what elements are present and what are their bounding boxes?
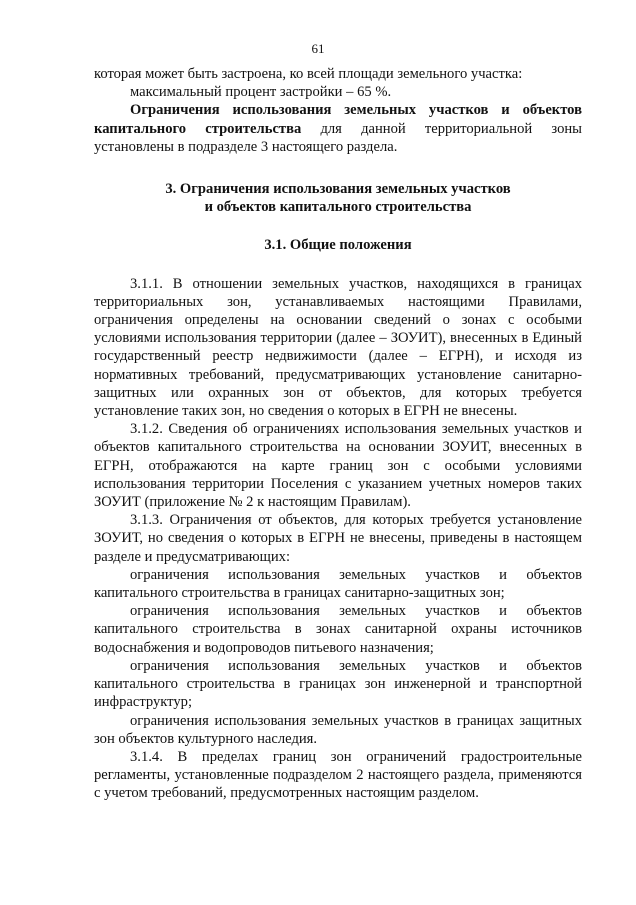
list-item: ограничения использования земельных участков и объектов капитального строительства в границах санитарно-защитных зон; [94, 566, 582, 602]
section-heading-line-1: 3. Ограничения использования земельных участков [165, 181, 511, 198]
document-body [94, 65, 582, 803]
paragraph-3-1-4: 3.1.4. В пределах границ зон ограничений градостроительные регламенты, установленные подразделом 2 настоящего раздела, применяются с учетом требований, предусмотренных настоящим разделом. [94, 748, 582, 802]
section-heading [94, 180, 582, 216]
section-heading-line-2: и объектов капитального строительства [204, 199, 472, 216]
paragraph-3-1-2: 3.1.2. Сведения об ограничениях использования земельных участков и объектов капитального строительства на основании ЗОУИТ, внесенных в ЕГРН, отображаются на карте границ зон с особыми условиями использования территории Поселения с указанием учетных номеров таких ЗОУИТ (приложение № 2 к настоящим Правилам). [94, 421, 582, 511]
restriction-rest-text: для данной территориальной зоны установлены в подразделе 3 настоящего раздела. [94, 120, 582, 155]
intro-line-2: максимальный процент застройки – 65 %. [130, 84, 392, 101]
list-item: ограничения использования земельных участков и объектов капитального строительства в границах зон инженерной и транспортной инфраструктур; [94, 657, 582, 711]
subsection-heading: 3.1. Общие положения [264, 237, 412, 254]
intro-line-1: которая может быть застроена, ко всей площади земельного участка: [94, 66, 523, 82]
paragraph-3-1-1: 3.1.1. В отношении земельных участков, находящихся в границах территориальных зон, устанавливаемых настоящими Правилами, ограничения определены на основании сведений о зонах с особыми условиями использования территории (далее – ЗОУИТ), внесенных в Единый государственный реестр недвижимости (далее – ЕГРН), и исходя из нормативных требований, предусматривающих установление санитарно-защитных или охранных зон от объектов, для которых требуется установление таких зон, но сведения о которых в ЕГРН не внесены. [94, 275, 582, 420]
list-item: ограничения использования земельных участков в границах защитных зон объектов культурного наследия. [94, 712, 582, 747]
paragraph-3-1-3: 3.1.3. Ограничения от объектов, для которых требуется установление ЗОУИТ, но сведения о которых в ЕГРН не внесены, приведены в настоящем разделе и предусматривающих: [94, 512, 582, 565]
list-item: ограничения использования земельных участков и объектов капитального строительства в зонах санитарной охраны источников водоснабжения и водопроводов питьевого назначения; [94, 603, 582, 656]
restriction-bold-text: Ограничения использования земельных участков и объектов капитального строительства [94, 102, 582, 137]
page-number: 61 [311, 41, 325, 56]
intro-restriction-paragraph [94, 101, 582, 156]
